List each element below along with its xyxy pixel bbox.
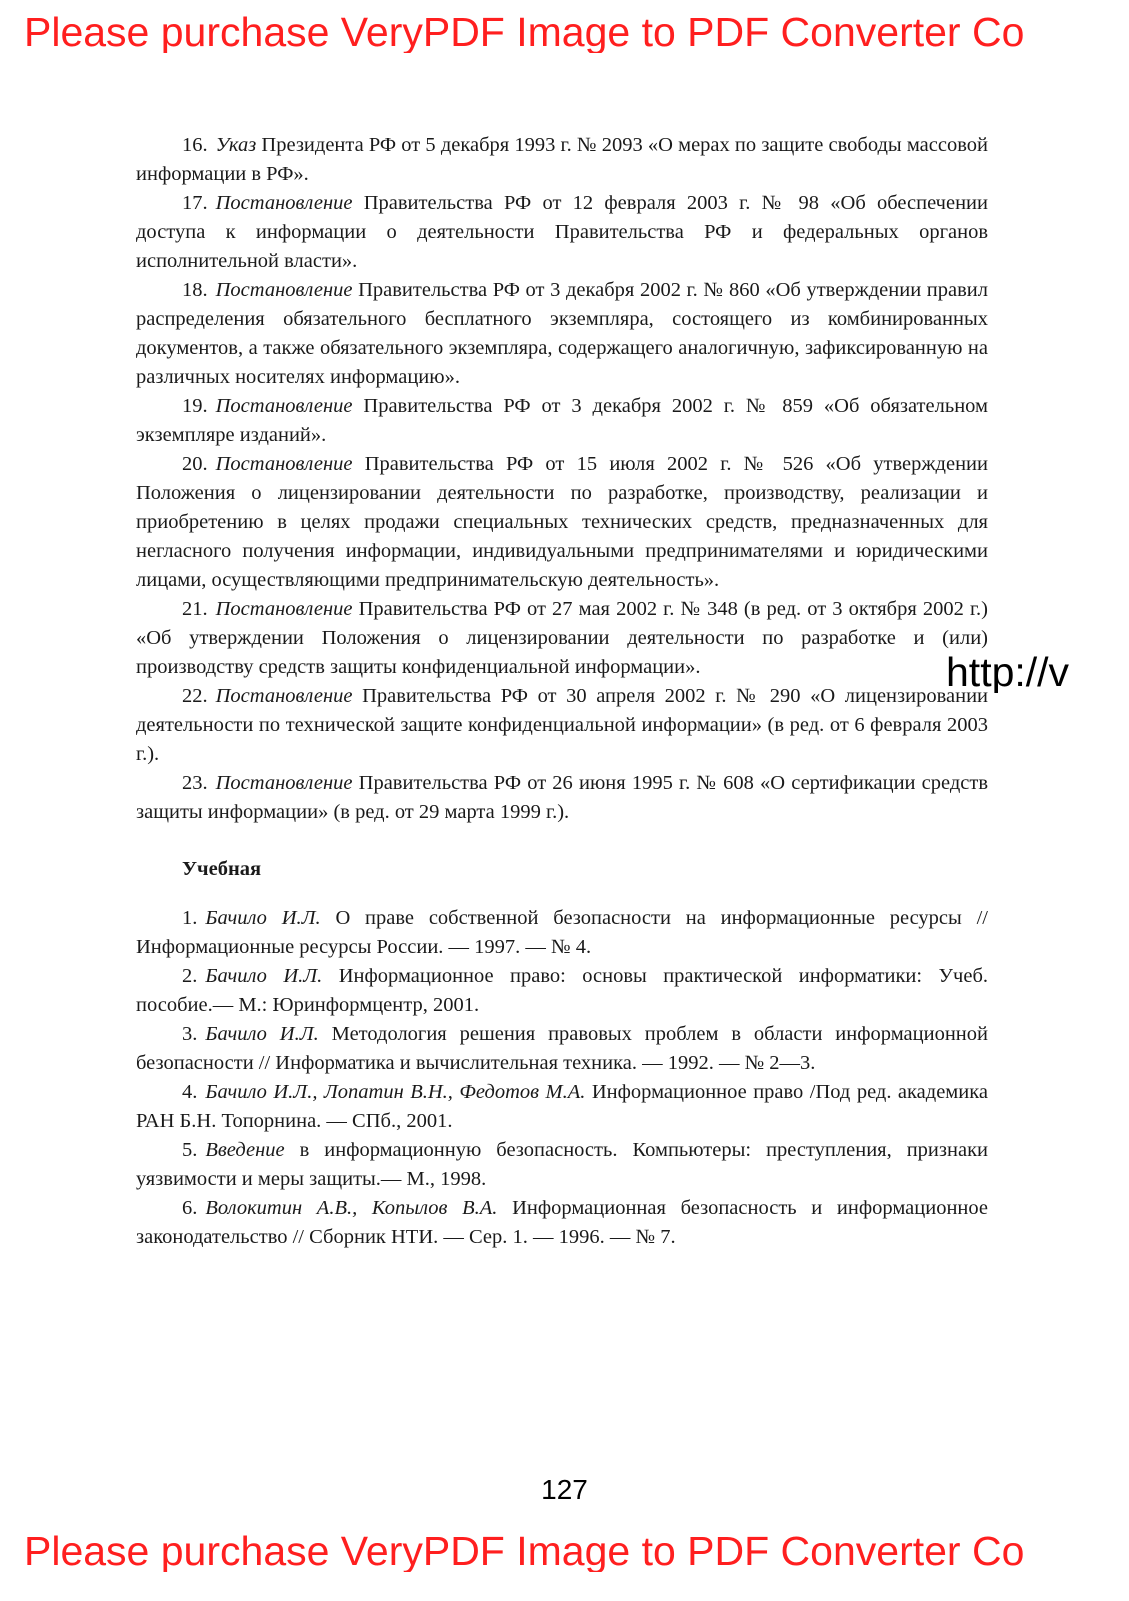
bibliography-entry	[136, 1078, 988, 1136]
entry-text: Правительства РФ от 26 июня 1995 г. № 608 «О сертификации средств защиты информации» (в ред. от 29 марта 1999 г.).	[136, 772, 989, 823]
section-heading: Учебная	[182, 858, 262, 880]
entry-lead: Бачило И.Л.	[205, 907, 321, 929]
page-body	[136, 131, 988, 1252]
entry-lead: Постановление	[215, 772, 353, 794]
entry-number: 23.	[182, 772, 208, 794]
entry-number: 5.	[182, 1139, 198, 1161]
entry-text: Правительства РФ от 12 февраля 2003 г. № 98 «Об обеспечении доступа к информации о деятельности Правительства РФ и федеральных органов исполнительной власти».	[136, 192, 988, 272]
entry-lead: Постановление	[215, 598, 353, 620]
entry-lead: Постановление	[215, 279, 353, 301]
bibliography-entry	[136, 1194, 988, 1252]
entry-text: Правительства РФ от 3 декабря 2002 г. № 860 «Об утверждении правил распределения обязательного бесплатного экземпляра, состоящего из комбинированных документов, а также обязательного экземпляра, содержащего аналогичную, зафиксированную на различных носителях информацию».	[136, 279, 989, 388]
bibliography-entry	[136, 1136, 988, 1194]
entry-number: 3.	[182, 1023, 198, 1045]
entry-lead: Бачило И.Л.	[205, 965, 323, 987]
entry-lead: Постановление	[215, 685, 353, 707]
entry-text: Методология решения правовых проблем в области информационной безопасности // Информатика и вычислительная техника. — 1992. — № 2—3.	[136, 1023, 989, 1074]
entry-text: в информационную безопасность. Компьютеры: преступления, признаки уязвимости и меры защиты.— М., 1998.	[136, 1139, 988, 1190]
entry-lead: Постановление	[215, 192, 353, 214]
entry-number: 2.	[182, 965, 198, 987]
entry-text: Информационное право: основы практической информатики: Учеб. пособие.— М.: Юринформцентр, 2001.	[136, 965, 988, 1016]
bibliography-entry	[136, 189, 988, 276]
entry-lead: Постановление	[215, 395, 353, 417]
entry-text: Президента РФ от 5 декабря 1993 г. № 2093 «О мерах по защите свободы массовой информации в РФ».	[136, 134, 988, 185]
entry-text: Информационное право /Под ред. академика РАН Б.Н. Топорнина. — СПб., 2001.	[136, 1081, 988, 1132]
entry-number: 21.	[182, 598, 208, 620]
entry-number: 18.	[182, 279, 208, 301]
url-watermark: http://v	[946, 652, 1070, 693]
entry-number: 19.	[182, 395, 208, 417]
entry-text: Правительства РФ от 30 апреля 2002 г. № 290 «О лицензировании деятельности по технической защите конфиденциальной информации» (в ред. от 6 февраля 2003 г.).	[136, 685, 989, 765]
bibliography-list-normative	[136, 131, 988, 827]
entry-number: 6.	[182, 1197, 198, 1219]
entry-number: 1.	[182, 907, 198, 929]
entry-number: 22.	[182, 685, 208, 707]
watermark-top: Please purchase VeryPDF Image to PDF Converter Co	[24, 12, 1025, 53]
bibliography-entry	[136, 392, 988, 450]
bibliography-entry	[136, 682, 988, 769]
entry-lead: Волокитин А.В., Копылов В.А.	[205, 1197, 498, 1219]
bibliography-entry	[136, 450, 988, 595]
bibliography-entry	[136, 769, 988, 827]
page-number: 127	[541, 1474, 588, 1505]
entry-number: 20.	[182, 453, 208, 475]
entry-number: 17.	[182, 192, 208, 214]
bibliography-entry	[136, 904, 988, 962]
entry-text: О праве собственной безопасности на информационные ресурсы // Информационные ресурсы России. — 1997. — № 4.	[136, 907, 988, 958]
entry-lead: Бачило И.Л.	[205, 1023, 319, 1045]
entry-lead: Постановление	[215, 453, 353, 475]
entry-lead: Бачило И.Л., Лопатин В.Н., Федотов М.А.	[205, 1081, 586, 1103]
entry-number: 16.	[182, 134, 208, 156]
entry-text: Правительства РФ от 3 декабря 2002 г. № 859 «Об обязательном экземпляре изданий».	[136, 395, 988, 446]
watermark-bottom: Please purchase VeryPDF Image to PDF Converter Co	[24, 1531, 1025, 1572]
bibliography-entry	[136, 595, 988, 682]
bibliography-entry	[136, 1020, 988, 1078]
bibliography-list-educational	[136, 904, 988, 1252]
bibliography-entry	[136, 131, 988, 189]
entry-text: Информационная безопасность и информационное законодательство // Сборник НТИ. — Сер. 1. — 1996. — № 7.	[136, 1197, 988, 1248]
entry-number: 4.	[182, 1081, 198, 1103]
entry-text: Правительства РФ от 27 мая 2002 г. № 348 (в ред. от 3 октября 2002 г.) «Об утверждении Положения о лицензировании деятельности по разработке и (или) производству средств защиты конфиденциальной информации».	[136, 598, 989, 678]
entry-lead: Введение	[205, 1139, 285, 1161]
entry-text: Правительства РФ от 15 июля 2002 г. № 526 «Об утверждении Положения о лицензировании деятельности по разработке, производству, реализации и приобретению в целях продажи специальных технических средств, предназначенных для негласного получения информации, индивидуальными предпринимателями и юридическими лицами, осуществляющими предпринимательскую деятельность».	[136, 453, 988, 591]
entry-lead: Указ	[215, 134, 257, 156]
bibliography-entry	[136, 962, 988, 1020]
bibliography-entry	[136, 276, 988, 392]
